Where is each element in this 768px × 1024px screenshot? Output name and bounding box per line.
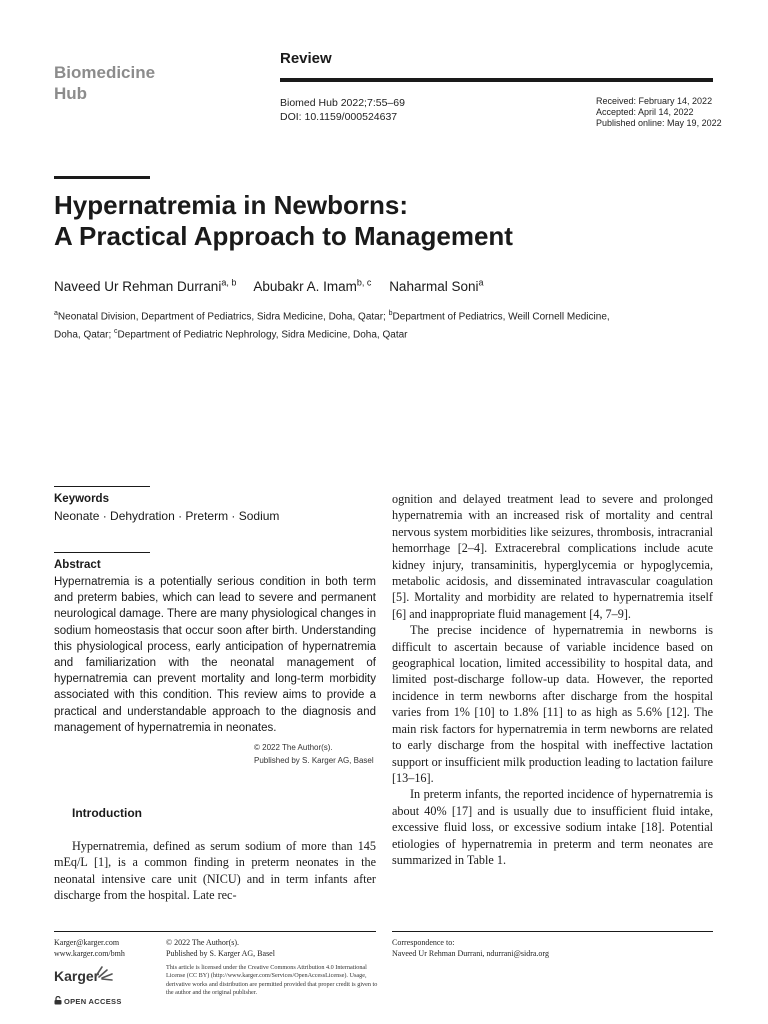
keywords-heading: Keywords <box>54 493 109 505</box>
paragraph-2: The precise incidence of hypernatremia in newborns is difficult to ascertain because of variable incidence based on geographical location, limited accessibility to hospital data, and limited post-discharge follow-up data. However, the reported incidence in term newborns after discharge from the hospital varies from 1% [10] to 1.8% [11] to as high as 5.6% [12]. The main risk factors for hypernatremia in term newborns are related to early discharge from the hospital with ineffective lactation support or insufficient milk production leading to lactation failure [13–16]. <box>392 623 713 785</box>
header-rule <box>280 78 713 82</box>
right-column <box>392 491 713 868</box>
footer-website[interactable]: www.karger.com/bmh <box>54 949 125 958</box>
title-line1: Hypernatremia in Newborns: <box>54 190 408 220</box>
article-title <box>54 190 714 252</box>
dates-block <box>596 96 722 129</box>
footer-rule-right <box>392 931 713 932</box>
affiliations: $^a$Neonatal Division, Department of Pediatrics, Sidra Medicine, Doha, Qatar; $^b$Department of Pediatrics, Weill Cornell Medicine, Doha, Qatar; $^c$Department of Pediatric Nephrology, Sidra Medicine, Doha, Qatar <box>54 310 610 341</box>
abstract-publisher-line: Published by S. Karger AG, Basel <box>254 756 374 765</box>
abstract-rule <box>54 552 150 553</box>
journal-name-line1: Biomedicine <box>54 63 156 82</box>
citation-block <box>280 96 405 124</box>
abstract-copyright <box>254 741 374 767</box>
license-text: This article is licensed under the Creative Commons Attribution 4.0 International License (CC BY) (http://www.karger.com/Services/OpenAccessLicense). Usage, derivative works and distribution are permitted provided that proper credit is given to the author and the original publisher. <box>166 964 378 996</box>
correspondence <box>392 937 549 959</box>
paragraph-1: ognition and delayed treatment lead to severe and prolonged hypernatremia with an increased risk of mortality and central nervous system morbidities like seizures, thrombosis, intracranial hemorrhage [2–4]. Extracerebral complications include acute kidney injury, transaminitis, hyperglycemia or hypoglycemia, metabolic acidosis, and disseminated intravascular coagulation [5]. Mortality and morbidity are related to hypernatremia itself [6] and inappropriate fluid management [4, 7–9]. <box>392 492 713 621</box>
section-label: Review <box>280 50 332 67</box>
footer-email[interactable]: Karger@karger.com <box>54 938 120 947</box>
journal-name <box>54 62 184 104</box>
author-2[interactable]: Abubakr A. Imam$^{b, c}$ <box>253 277 372 294</box>
open-lock-icon <box>54 996 62 1005</box>
footer-contact <box>54 937 125 959</box>
abstract-copyright-line: © 2022 The Author(s). <box>254 743 333 752</box>
published-date: Published online: May 19, 2022 <box>596 118 722 128</box>
introduction-text: Hypernatremia, defined as serum sodium of more than 145 mEq/L [1], is a common finding in preterm neonates in the neonatal intensive care unit (NICU) and in term infants after discharge from the hospital. Late rec- <box>54 839 376 903</box>
author-3[interactable]: Naharmal Soni$^a$ <box>389 277 484 294</box>
citation: Biomed Hub 2022;7:55–69 <box>280 97 405 109</box>
footer-publisher-line: Published by S. Karger AG, Basel <box>166 949 275 958</box>
journal-name-line2: Hub <box>54 84 88 103</box>
paragraph-3: In preterm infants, the reported incidence of hypernatremia is about 40% [17] and is usually due to insufficient fluid intake, excessive fluid loss, or excessive sodium intake [18]. Potential etiologies of hypernatremia in preterm and term neonates are summarized in Table 1. <box>392 787 713 867</box>
introduction-heading: Introduction <box>72 806 142 820</box>
karger-logo-text: Karger <box>54 968 100 984</box>
footer-copyright <box>166 937 275 959</box>
correspondence-detail[interactable]: Naveed Ur Rehman Durrani, ndurrani@sidra.org <box>392 949 549 958</box>
received-date: Received: February 14, 2022 <box>596 96 713 106</box>
accepted-date: Accepted: April 14, 2022 <box>596 107 694 117</box>
abstract-heading: Abstract <box>54 559 101 571</box>
keywords-rule <box>54 486 150 487</box>
correspondence-label: Correspondence to: <box>392 938 455 947</box>
author-list <box>54 277 714 294</box>
footer-rule-left <box>54 931 376 932</box>
footer-copyright-line: © 2022 The Author(s). <box>166 938 240 947</box>
karger-logo-icon <box>92 964 118 982</box>
title-line2: A Practical Approach to Management <box>54 221 513 251</box>
abstract-text: Hypernatremia is a potentially serious condition in both term and preterm babies, which can lead to severe and permanent neurological damage. There are many physiological changes in sodium homeostasis that occur soon after birth. Understanding this physiological process, early anticipation of hypernatremia and familiarization with the neonatal management of hypernatremia can prevent mortality and long-term morbidity associated with this condition. This review aims to provide a practical and understandable approach to the diagnosis and management of hypernatremia in neonates. <box>54 576 376 734</box>
doi[interactable]: DOI: 10.1159/000524637 <box>280 111 398 123</box>
title-rule <box>54 176 150 179</box>
open-access-label: OPEN ACCESS <box>64 997 122 1006</box>
keywords-text: Neonate · Dehydration · Preterm · Sodium <box>54 509 280 523</box>
author-1[interactable]: Naveed Ur Rehman Durrani$^{a, b}$ <box>54 277 237 294</box>
open-access-badge <box>54 996 122 1006</box>
